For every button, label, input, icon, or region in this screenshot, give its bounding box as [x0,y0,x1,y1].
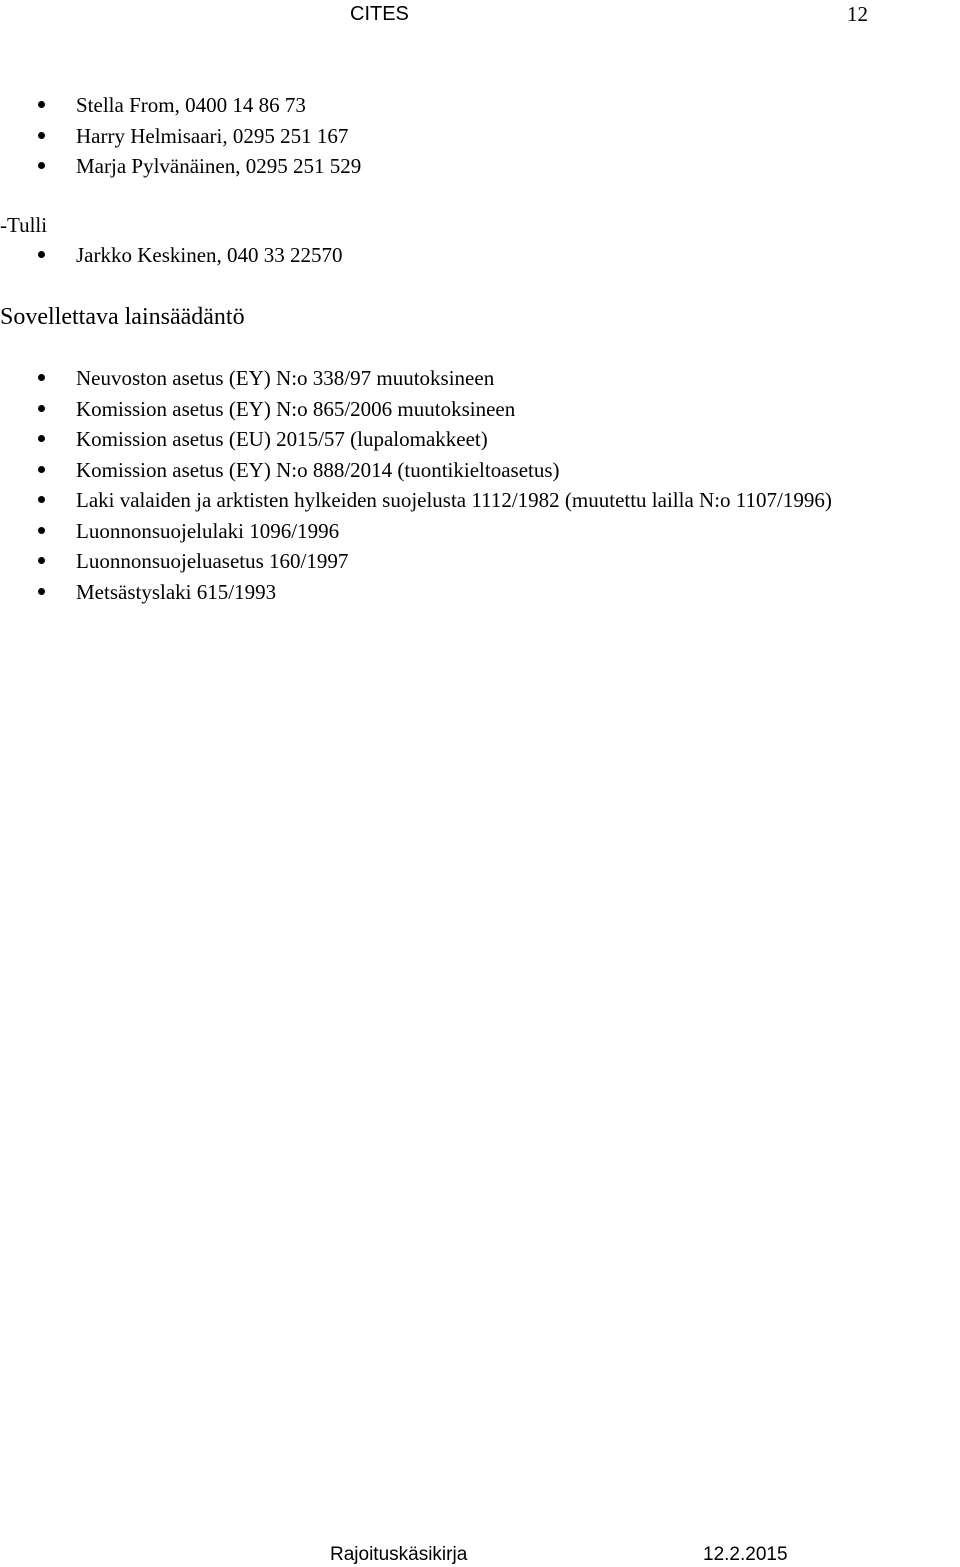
list-item [0,455,960,486]
list-item-text: Luonnonsuojelulaki 1096/1996 [76,518,340,543]
list-item [0,90,960,121]
bullet-icon [38,435,45,442]
list-item-text: Komission asetus (EU) 2015/57 (lupalomakkeet) [76,427,488,451]
page-footer [0,1540,960,1567]
bullet-icon [38,132,45,139]
list-item-text: Harry Helmisaari, 0295 251 167 [76,123,349,148]
bullet-icon [38,466,45,473]
list-item-text: Komission asetus (EY) N:o 888/2014 (tuontikieltoasetus) [76,457,560,482]
list-item [0,240,960,271]
list-item [0,121,960,152]
bullet-icon [38,496,45,503]
list-item [0,424,960,455]
bullet-icon [38,557,45,564]
list-item-text: Neuvoston asetus (EY) N:o 338/97 muutoksineen [76,366,495,390]
contact-list-2 [0,240,960,271]
footer-title: Rajoituskäsikirja [330,1544,468,1565]
list-item [0,546,960,577]
list-item-text: Marja Pylvänäinen, 0295 251 529 [76,154,362,178]
list-item-text: Jarkko Keskinen, 040 33 22570 [76,243,343,267]
bullet-icon [38,101,45,108]
list-item [0,151,960,182]
bullet-icon [38,374,45,381]
bullet-icon [38,162,45,169]
bullet-icon [38,405,45,412]
contact-list-1 [0,90,960,182]
section-heading: Sovellettava lainsäädäntö [0,304,245,330]
bullet-icon [38,527,45,534]
list-item-text: Stella From, 0400 14 86 73 [76,93,306,117]
list-item [0,485,960,516]
tulli-label: -Tulli [0,213,48,237]
page-header [0,0,960,30]
header-page-number: 12 [847,2,868,26]
list-item [0,577,960,608]
list-item [0,516,960,547]
list-item-text: Laki valaiden ja arktisten hylkeiden suojelusta 1112/1982 (muutettu lailla N:o 1107/1996) [76,488,832,512]
laws-list [0,363,960,607]
bullet-icon [38,588,45,595]
bullet-icon [38,251,45,258]
list-item [0,363,960,394]
list-item-text: Metsästyslaki 615/1993 [76,579,277,604]
footer-date: 12.2.2015 [703,1544,788,1565]
header-title: CITES [350,3,409,25]
list-item-text: Luonnonsuojeluasetus 160/1997 [76,549,349,573]
list-item-text: Komission asetus (EY) N:o 865/2006 muutoksineen [76,396,516,421]
list-item [0,394,960,425]
